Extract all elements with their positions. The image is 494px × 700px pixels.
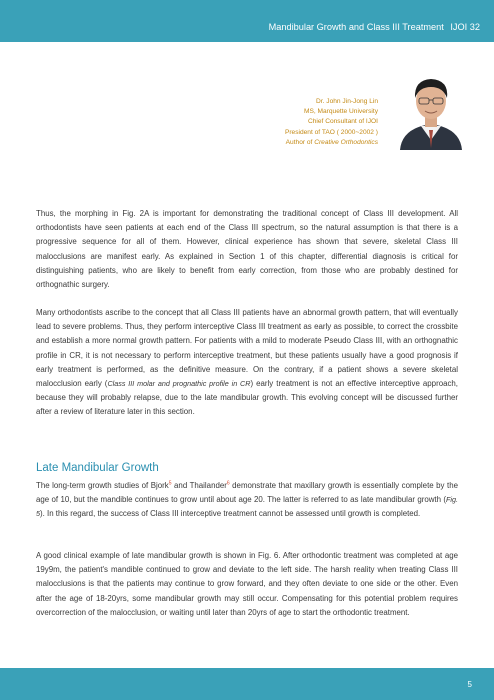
page-number: 5 xyxy=(467,680,472,689)
paragraph-2: Many orthodontists ascribe to the concept that all Class III patients have an abnormal growth pattern, that will eventually lead to severe problems. Thus, they perform interceptive Class III treatment as early as possible, to correct the crossbite and establish a more normal growth pattern. For patients with a mild to moderate Pseudo Class III, with an orthognathic profile in CR, it is not necessary to perform interceptive treatment, but these patients usually have a good prognosis if early treatment is performed, as the definitive measure. On the contrary, if a patient shows a severe skeletal malocclusion early (Class III molar and prognathic profile in CR) early treatment is not an effective interceptive approach, because they will probably relapse, due to the late mandibular growth. This evolving concept will be discussed further after a review of literature later in this section. xyxy=(36,308,458,417)
paragraph-2-italic: Class III molar and prognathic profile in CR xyxy=(107,379,251,389)
citation-6: 6 xyxy=(226,480,230,487)
author-role: Chief Consultant of IJOI xyxy=(307,118,378,126)
journal-id: IJOI 32 xyxy=(450,22,480,32)
author-portrait xyxy=(392,70,470,150)
book-title: Creative Orthodontics xyxy=(314,138,378,146)
author-block xyxy=(178,97,378,148)
running-header xyxy=(269,22,480,32)
author-book: Author of Creative Orthodontics xyxy=(285,138,378,146)
citation-5: 5 xyxy=(168,480,172,487)
author-degree: MS, Marquette University xyxy=(303,108,378,116)
figure-reference: Fig. 5 xyxy=(36,495,458,519)
section-heading: Late Mandibular Growth xyxy=(36,462,159,474)
footer-band xyxy=(0,668,494,700)
running-header-title: Mandibular Growth and Class III Treatment xyxy=(268,22,444,32)
paragraph-4: A good clinical example of late mandibular growth is shown in Fig. 6. After orthodontic treatment was completed at age 19y9m, the patient's mandible continued to grow and deviate to the left side. The harsh reality when treating Class III malocclusions is that the patients may continue to grow forward, and they often deviate to one side or the other. Even after the age of 18-20yrs, some mandibular growth may still occur. Compensating for this potential problem requires overcorrection of the malocclusion, or waiting until later than 20yrs of age to start the orthodontic treatment. xyxy=(36,551,458,617)
header-band xyxy=(0,0,494,42)
paragraph-1: Thus, the morphing in Fig. 2A is important for demonstrating the traditional concept of Class III development. All orthodontists have seen patients at each end of the Class III spectrum, so the natural assumption is that there is a progressive sequence for all of them. However, clinical experience has shown that severe, skeletal Class III malocclusions are manifest early. As explained in Section 1 of this chapter, differential diagnosis is critical for distinguishing patients, who are likely to benefit from early correction, from those who are probably destined for orthognathic surgery. xyxy=(36,209,458,290)
author-presidency: President of TAO ( 2000~2002 ) xyxy=(284,128,378,136)
paragraph-3: The long-term growth studies of Bjork$^5$ and Thailander$^6$ demonstrate that maxillary growth is essentially complete by the age of 10, but the mandible continues to grow until about age 20. The latter is referred to as late mandibular growth (Fig. 5). In this regard, the success of Class III interceptive treatment cannot be assessed until growth is completed. xyxy=(36,480,458,519)
author-name: Dr. John Jin-Jong Lin xyxy=(316,98,378,105)
